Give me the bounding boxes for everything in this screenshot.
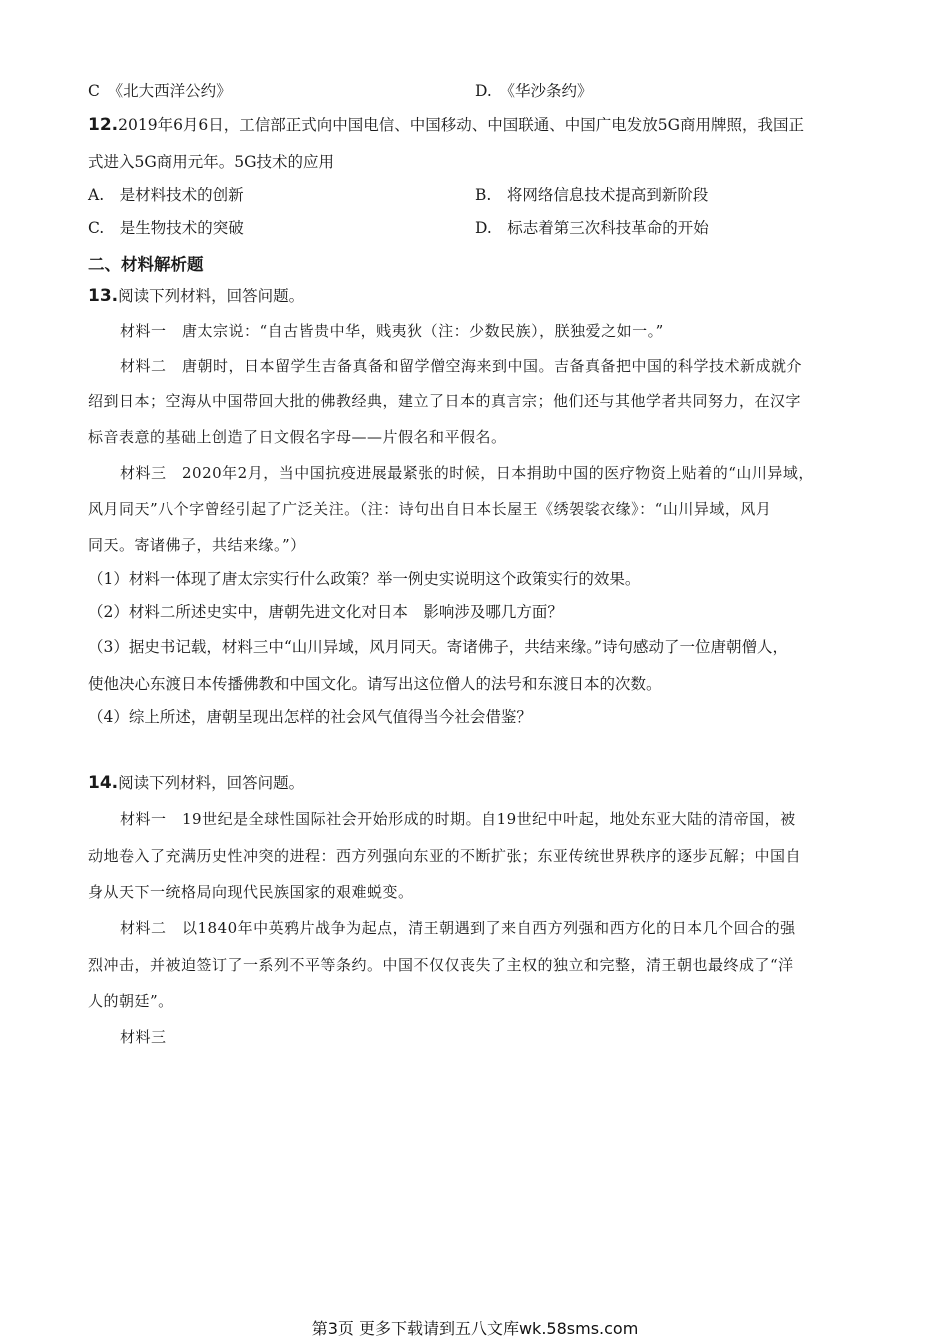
q13-material-3-line2: 风月同天”八个字曾经引起了广泛关注。（注：诗句出自日本长屋王《绣袈裟衣缘》：“山川异域，风月: [88, 500, 772, 518]
q13-subquestion-3-line1: （3）据史书记载，材料三中“山川异域，风月同天。寄诸佛子，共结来缘。”诗句感动了一位唐朝僧人，: [88, 638, 788, 656]
q14-intro-text: 阅读下列材料，回答问题。: [118, 774, 305, 792]
q14-intro: [88, 772, 304, 794]
q14-material-3-label: 材料三: [120, 1028, 167, 1046]
q13-subquestion-3-line2: 使他决心东渡日本传播佛教和中国文化。请写出这位僧人的法号和东渡日本的次数。: [88, 675, 662, 693]
q13-subquestion-4: （4）综上所述，唐朝呈现出怎样的社会风气值得当今社会借鉴？: [88, 708, 532, 726]
q14-material-1-line2: 动地卷入了充满历史性冲突的进程：西方列强向东亚的不断扩张；东亚传统世界秩序的逐步瓦解；中国自: [88, 847, 802, 865]
q11-option-c: C 《北大西洋公约》: [88, 82, 232, 100]
q13-material-2-line1: 材料二 唐朝时，日本留学生吉备真备和留学僧空海来到中国。吉备真备把中国的科学技术新成就介: [120, 357, 803, 375]
q13-subquestion-1: （1）材料一体现了唐太宗实行什么政策？举一例史实说明这个政策实行的效果。: [88, 570, 641, 588]
q12-number: 12.: [88, 115, 119, 135]
page-footer: 第3页 更多下载请到五八文库wk.58sms.com: [311, 1319, 639, 1338]
q13-material-3-line3: 同天。寄诸佛子，共结来缘。”）: [88, 536, 306, 554]
q13-material-3-line1: 材料三 2020年2月，当中国抗疫进展最紧张的时候，日本捐助中国的医疗物资上贴着的“山川异域，: [120, 464, 814, 482]
q12-option-c: C. 是生物技术的突破: [88, 219, 244, 237]
q13-number: 13.: [88, 286, 119, 306]
q11-option-d: D. 《华沙条约》: [475, 82, 593, 100]
q14-material-1-line3: 身从天下一统格局向现代民族国家的艰难蜕变。: [88, 883, 414, 901]
q12-option-d: D. 标志着第三次科技革命的开始: [475, 219, 709, 237]
q12-option-b: B. 将网络信息技术提高到新阶段: [475, 186, 709, 204]
q14-material-2-line3: 人的朝廷”。: [88, 992, 174, 1010]
q12-option-a: A. 是材料技术的创新: [88, 186, 244, 204]
q13-intro-text: 阅读下列材料，回答问题。: [118, 287, 305, 305]
q14-material-1-line1: 材料一 19世纪是全球性国际社会开始形成的时期。自19世纪中叶起，地处东亚大陆的清帝国，被: [120, 810, 796, 828]
q14-material-2-line1: 材料二 以1840年中英鸦片战争为起点，清王朝遇到了来自西方列强和西方化的日本几个回合的强: [120, 919, 796, 937]
q12-stem-line1: [88, 114, 804, 136]
q12-stem-line2: 式进入5G商用元年。5G技术的应用: [88, 153, 334, 171]
section-heading: 二、材料解析题: [88, 255, 204, 274]
q13-subquestion-2: （2）材料二所述史实中，唐朝先进文化对日本 影响涉及哪几方面？: [88, 603, 563, 621]
q13-material-2-line2: 绍到日本；空海从中国带回大批的佛教经典，建立了日本的真言宗；他们还与其他学者共同努力，在汉字: [88, 392, 802, 410]
q13-material-2-line3: 标音表意的基础上创造了日文假名字母——片假名和平假名。: [88, 428, 507, 446]
q14-number: 14.: [88, 773, 119, 793]
q13-intro: [88, 285, 304, 307]
q13-material-1: 材料一 唐太宗说：“自古皆贵中华，贱夷狄（注：少数民族），朕独爱之如一。”: [120, 322, 664, 340]
q12-stem-text: 2019年6月6日，工信部正式向中国电信、中国移动、中国联通、中国广电发放5G商用牌照，我国正: [118, 116, 805, 134]
q14-material-2-line2: 烈冲击，并被迫签订了一系列不平等条约。中国不仅仅丧失了主权的独立和完整，清王朝也最终成了“洋: [88, 956, 794, 974]
